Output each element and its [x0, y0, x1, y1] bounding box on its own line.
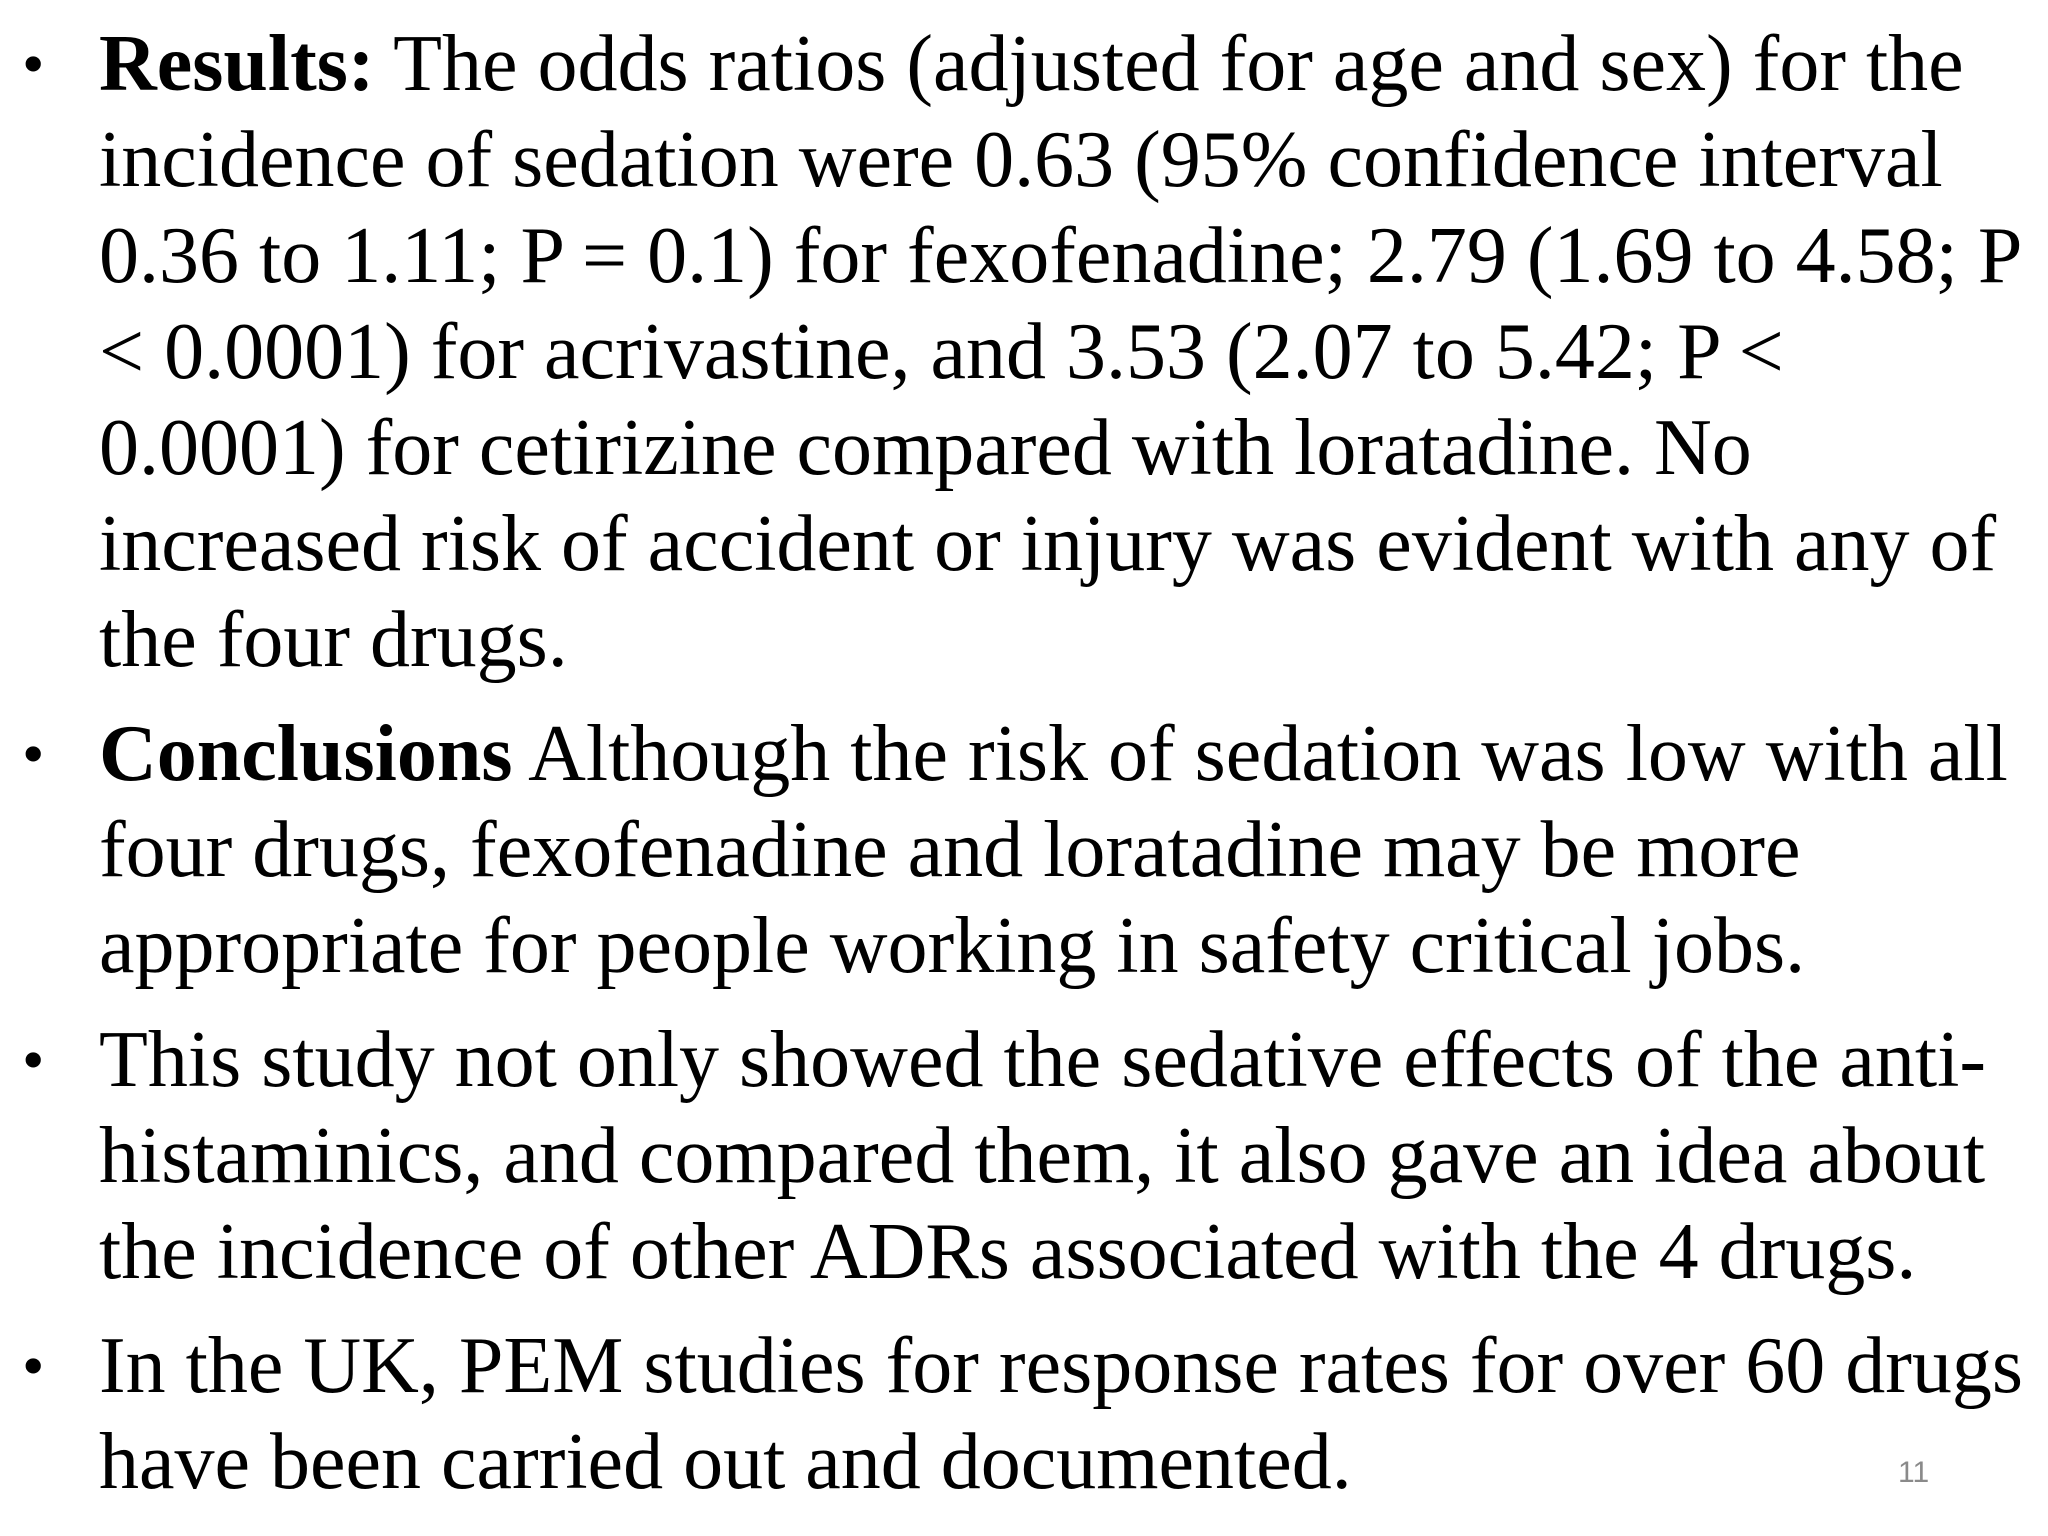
bullet-icon: • [22, 1024, 45, 1095]
conclusions-heading: Conclusions [99, 710, 513, 798]
bullet-icon: • [22, 718, 45, 789]
results-text: The odds ratios (adjusted for age and sex) for the incidence of sedation were 0.63 (95% confidence interval 0.36 to 1.11; P = 0.1) for fexofenadine; 2.79 (1.69 to 4.58; P < 0.0001) for acrivastine, and 3.53 (2.07 to 5.42; P < 0.0001) for cetirizine compared with loratadine. No increased risk of accident or injury was evident with any of the four drugs. [99, 20, 2020, 684]
results-heading: Results: [99, 20, 375, 108]
bullet-uk-pem [22, 1318, 2027, 1510]
bullet-icon: • [22, 1330, 45, 1401]
bullet-icon: • [22, 28, 45, 99]
study-note-text: This study not only showed the sedative effects of the anti-histaminics, and compared them, it also gave an idea about the incidence of other ADRs associated with the 4 drugs. [99, 1016, 1986, 1296]
conclusions-text: Although the risk of sedation was low with all four drugs, fexofenadine and loratadine may be more appropriate for people working in safety critical jobs. [99, 710, 2008, 990]
page-number: 11 [1898, 1456, 1930, 1489]
uk-pem-text: In the UK, PEM studies for response rates for over 60 drugs have been carried out and documented. [99, 1322, 2024, 1506]
bullet-study-note [22, 1012, 2027, 1300]
bullet-conclusions [22, 706, 2027, 994]
bullet-list [22, 16, 2027, 1528]
bullet-results [22, 16, 2027, 688]
